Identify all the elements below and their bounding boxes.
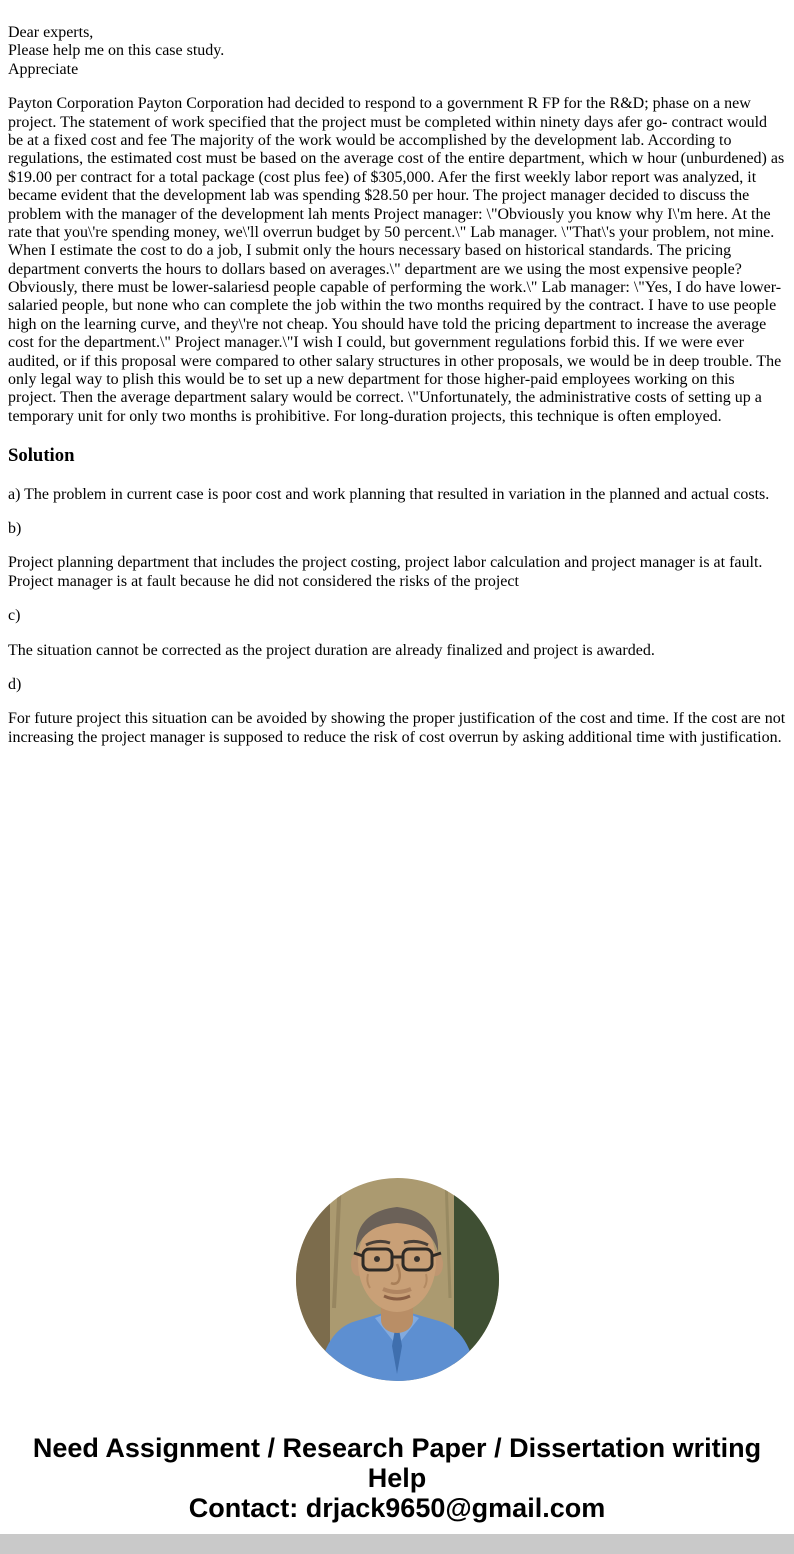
answer-a: a) The problem in current case is poor cost and work planning that resulted in variation in the planned and actual costs.	[8, 485, 770, 503]
contact-email: Contact: drjack9650@gmail.com	[188, 1493, 606, 1524]
greeting-line-2: Please help me on this case study.	[8, 42, 225, 60]
bottom-bar	[0, 1534, 794, 1554]
answer-b-label: b)	[8, 520, 22, 538]
promo-text: Need Assignment / Research Paper / Dissertation writing Help	[32, 1433, 762, 1494]
answer-d: For future project this situation can be avoided by showing the proper justification of the cost and time. If the cost are not increasing the project manager is supposed to reduce the risk of cost overrun by asking additional time with justification.	[8, 710, 786, 746]
answer-c: The situation cannot be corrected as the project duration are already finalized and project is awarded.	[8, 641, 655, 659]
greeting	[8, 24, 786, 79]
case-study-text: Payton Corporation Payton Corporation had decided to respond to a government R FP for the R&D; phase on a new project. The statement of work specified that the project must be completed within ninety days afer go- contract would be at a fixed cost and fee The majority of the work would be accomplished by the development lab. According to regulations, the estimated cost must be based on the average cost of the entire department, which w hour (unburdened) as $19.00 per contract for a total package (cost plus fee) of $305,000. Afer the first weekly labor report was analyzed, it became evident that the development lab was spending $28.50 per hour. The project manager decided to discuss the problem with the manager of the development lah ments Project manager: \"Obviously you know why I\'m here. At the rate that you\'re spending money, we\'ll overrun budget by 50 percent.\" Lab manager. \"That\'s your problem, not mine. When I estimate the cost to do a job, I submit only the hours necessary based on historical standards. The pricing department converts the hours to dollars based on averages.\" department are we using the most expensive people? Obviously, there must be lower-salariesd people capable of performing the work.\" Lab manager: \"Yes, I do have lower-salaried people, but none who can complete the job within the two months required by the contract. I have to use people high on the learning curve, and they\'re not cheap. You should have told the pricing department to increase the average cost for the department.\" Project manager.\"I wish I could, but government regulations forbid this. If we were ever audited, or if this proposal were compared to other salary structures in other proposals, we would be in deep trouble. The only legal way to plish this would be to set up a new department for those higher-paid employees working on this project. Then the average department salary would be correct. \"Unfortunately, the administrative costs of setting up a temporary unit for only two months is prohibitive. For long-duration projects, this technique is often employed.	[8, 95, 785, 425]
solution-heading: Solution	[8, 445, 75, 467]
answer-b: Project planning department that includes the project costing, project labor calculation and project manager is at fault. Project manager is at fault because he did not considered the risks of the project	[8, 554, 763, 590]
greeting-line-1: Dear experts,	[8, 24, 94, 41]
greeting-line-3: Appreciate	[8, 60, 79, 78]
tutor-avatar	[296, 1178, 499, 1381]
answer-c-label: c)	[8, 607, 21, 625]
promo-footer	[0, 1433, 794, 1523]
tutor-photo-illustration	[296, 1178, 499, 1381]
answer-d-label: d)	[8, 676, 22, 694]
document-body	[0, 0, 794, 771]
